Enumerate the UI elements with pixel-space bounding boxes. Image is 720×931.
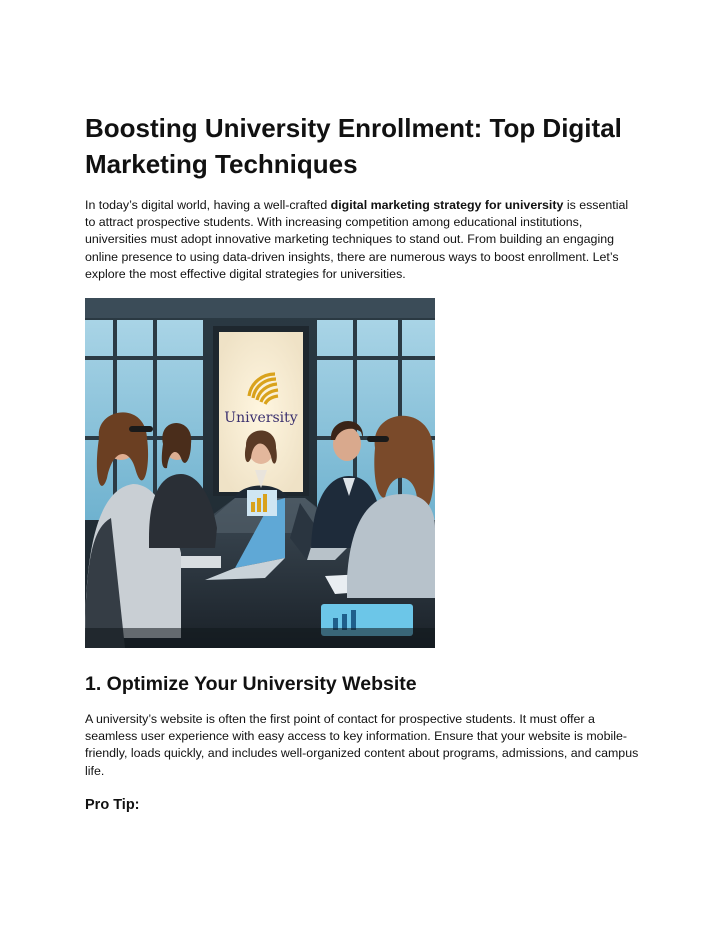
pro-tip-heading: Pro Tip: (85, 797, 140, 813)
intro-text-end: is essential to attract prospective students. With increasing competition among educational institutions, universities must adopt innovative marketing techniques to stand out. From building an engaging online presence to using data-driven insights, there are numerous ways to boost enrollment. Let’s explore the most effective digital strategies for universities. (85, 198, 629, 281)
intro-bold-phrase: digital marketing strategy for university (330, 198, 564, 212)
intro-paragraph (85, 197, 637, 283)
meeting-illustration (85, 298, 435, 648)
section-body-optimize-website: A university’s website is often the first point of contact for prospective students. It must offer a seamless user experience with easy access to key information. Ensure that your website is mobile-friendly, loads quickly, and includes well-organized content about programs, admissions, and campus life. (85, 712, 639, 778)
notebook (181, 556, 221, 568)
laptop-center (247, 490, 277, 516)
intro-text-start: In today’s digital world, having a well-crafted (85, 198, 331, 212)
article-title: Boosting University Enrollment: Top Digital Marketing Techniques (85, 113, 622, 179)
meeting-photo (85, 298, 435, 648)
screen-sign-text: University (224, 410, 298, 426)
section-heading-optimize-website: 1. Optimize Your University Website (85, 673, 417, 695)
